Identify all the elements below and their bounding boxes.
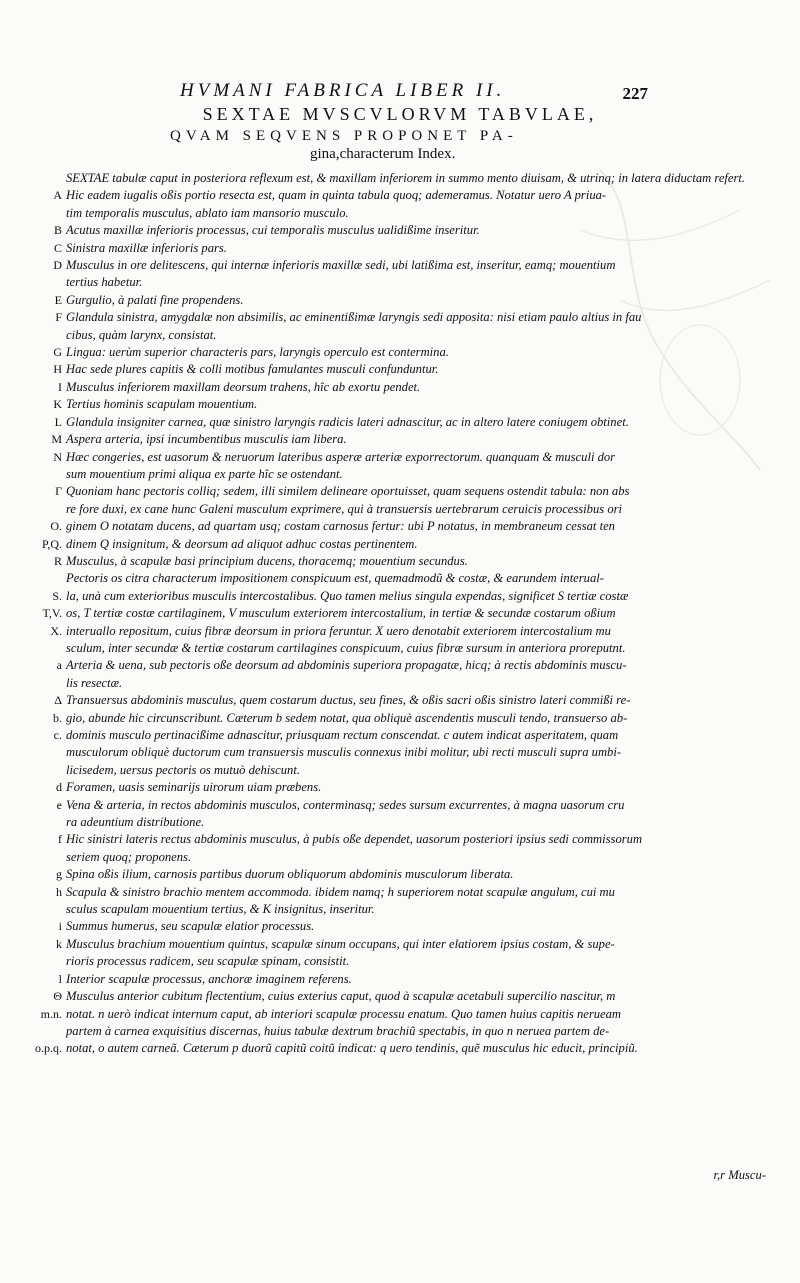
character-index [28,170,768,1058]
index-entry [28,1040,768,1057]
entry-text: Hæc congeries, est uasorum & neruorum lateribus asperæ arteriæ exporrectorum. quanquam & musculi dor [66,449,616,464]
entry-text: notat, o autem carneã. Cæterum p duorũ capitũ coitũ indicat: q uero tendinis, quẽ musculus hic educit, principiũ. [66,1041,638,1056]
index-entry [28,327,768,344]
entry-text: dinem Q insignitum, & deorsum ad aliquot adhuc costas pertinentem. [66,536,418,551]
table-title: SEXTAE MVSCVLORVM TABVLAE, [202,104,598,124]
index-entry [28,971,768,988]
entry-key: M [51,432,62,447]
index-entry [28,623,768,640]
entry-text: ginem O notatam ducens, ad quartam usq; costam carnosus fertur: ubi P notatus, in membraneum cessat ten [66,519,615,534]
entry-text: Quoniam hanc pectoris colliq; sedem, illi similem delineare oportuisset, quam sequens ostendit tabula: non abs [66,484,630,499]
index-entry [28,866,768,883]
entry-text: Musculus brachium mouentium quintus, scapulæ sinum occupans, qui inter elatiorem ipsius costam, & supe- [66,936,615,951]
index-entry [28,953,768,970]
index-entry [28,170,768,187]
index-entry [28,222,768,239]
entry-key: B [53,223,62,238]
entry-text: sculum, inter secundæ & tertiæ costarum cartilagines conspicuum, cuius fibræ sursum in anteriora proreputnt. [66,640,626,655]
entry-key: e [56,797,62,812]
entry-text: Scapula & sinistro brachio mentem accommoda. ibidem namq; h superiorem notat scapulæ angulum, cui mu [66,884,615,899]
entry-text: re fore duxi, ex cane hunc Galeni musculum exprimere, qui à transuersis uertebrarum ceruicis processibus ori [66,501,623,516]
entry-key: H [53,362,62,377]
index-entry [28,849,768,866]
entry-key: L [54,414,62,429]
entry-text: seriem quoq; proponens. [66,849,192,864]
index-entry [28,605,768,622]
entry-key: D [53,258,62,273]
entry-key: Δ [54,693,62,708]
entry-key: F [55,310,62,325]
entry-text: Acutus maxillæ inferioris processus, cui temporalis musculus ualidißime inseritur. [66,223,480,238]
entry-text: sculus scapulam mouentium tertius, & K insignitus, inseritur. [66,902,375,917]
entry-text: Aspera arteria, ipsi incumbentibus musculis iam libera. [66,432,347,447]
page-number: 227 [622,84,648,103]
entry-key: A [53,188,62,203]
entry-text: os, T tertiæ costæ cartilaginem, V musculum exteriorem intercostalium, in tertiæ & secundæ costarum oßium [66,606,616,621]
index-entry [28,901,768,918]
entry-text: Summus humerus, seu scapulæ elatior processus. [66,919,315,934]
index-entry [28,727,768,744]
entry-text: dominis musculo pertinacißime adnascitur, priusquam rectum conscendat. c autem indicat asperitatem, quam [66,728,619,742]
index-entry [28,1006,768,1023]
entry-text: Spina oßis ilium, carnosis partibus duorum obliquorum abdominis musculorum liberata. [66,867,514,882]
page-header [140,80,660,102]
index-entry [28,988,768,1005]
entry-text: musculorum obliquè ductorum cum transuersis musculis connexus inibi molitur, ubi recti musculi supra umbi- [66,745,622,760]
entry-text: sum mouentium primi aliqua ex parte hîc se ostendant. [66,466,343,481]
index-entry [28,553,768,570]
index-entry [28,396,768,413]
entry-text: Foramen, uasis seminarijs uirorum uiam præbens. [66,780,322,795]
entry-key: P,Q. [41,536,62,551]
index-entry [28,483,768,500]
index-entry [28,257,768,274]
entry-key: g [56,867,62,882]
index-entry [28,344,768,361]
index-entry [28,570,768,587]
entry-text: la, unà cum exterioribus musculis intercostalibus. Quo tamen melius singula expendas, significet S tertiæ costæ [66,588,629,603]
entry-text: Musculus, à scapulæ basi principium ducens, thoracemq; mouentium secundus. [66,553,468,568]
entry-key: K [53,397,62,412]
entry-key: R [53,553,62,568]
index-entry [28,588,768,605]
entry-key: T,V. [42,606,62,621]
entry-key: k [56,936,62,951]
entry-text: licisedem, uersus pectoris os mutuò dehiscunt. [66,762,301,777]
entry-text: Tertius hominis scapulam mouentium. [66,397,258,412]
index-entry [28,379,768,396]
entry-key: Θ [53,989,62,1004]
index-entry [28,779,768,796]
entry-key: o.p.q. [35,1041,62,1056]
index-entry [28,884,768,901]
entry-key: I [58,379,62,394]
entry-text: Interior scapulæ processus, anchoræ imaginem referens. [66,971,352,986]
index-entry [28,309,768,326]
index-entry [28,657,768,674]
index-entry [28,918,768,935]
entry-text: Lingua: uerùm superior characteris pars, laryngis operculo est contermina. [66,345,449,360]
entry-text: Glandula insigniter carnea, quæ sinistro laryngis radicis lateri adnascitur, ac in altero latere coniugem obtinet. [66,414,629,429]
entry-text: gio, abunde hic circunscribunt. Cæterum b sedem notat, qua obliquè ascendentis musculi tendo, transuerso ab- [66,710,628,725]
entry-key: f [58,832,62,847]
entry-text: Glandula sinistra, amygdalæ non absimilis, ac eminentißimæ laryngis sedi apposita: nisi etiam paulo altius in fau [66,310,642,325]
index-entry [28,1023,768,1040]
entry-key: X. [50,623,62,638]
index-entry [28,814,768,831]
entry-text: Hac sede plures capitis & colli motibus famulantes musculi confunduntur. [66,362,439,377]
index-entry [28,762,768,779]
entry-key: C [53,240,62,255]
index-entry [28,466,768,483]
index-entry [28,205,768,222]
entry-text: Vena & arteria, in rectos abdominis musculos, conterminasq; sedes sursum excurrentes, à magna uasorum cru [66,797,625,812]
catchword: r,r Muscu- [713,1168,766,1182]
entry-text: partem à carnea exquisitius discernas, huius tabulæ dextrum brachiũ spectabis, in quo n neruea partem de- [66,1023,610,1038]
index-entry [28,936,768,953]
entry-text: SEXTAE tabulæ caput in posteriora reflexum est, & maxillam inferiorem in summo mento diuisam, & utrinq; in latera diductam refert. [66,171,746,185]
entry-key: l [58,971,62,986]
entry-key: h [56,884,62,899]
entry-text: Musculus anterior cubitum flectentium, cuius exterius caput, quod à scapulæ acetabuli supercilio nascitur, m [66,989,616,1004]
entry-text: Hic sinistri lateris rectus abdominis musculus, à pubis oße dependet, uasorum posteriori ipsius sedi commissorum [66,832,643,847]
index-entry [28,640,768,657]
index-entry [28,831,768,848]
entry-key: c. [53,728,62,742]
index-entry [28,292,768,309]
index-entry [28,536,768,553]
index-entry [28,692,768,709]
entry-text: Gurgulio, à palati fine propendens. [66,292,244,307]
entry-key: Γ [55,484,62,499]
entry-text: Hic eadem iugalis oßis portio resecta est, quam in quinta tabula quoq; ademeramus. Notatur uero A priua- [66,188,607,203]
entry-key: a [56,658,62,673]
entry-key: m.n. [40,1006,62,1021]
entry-text: Musculus in ore delitescens, qui internæ inferioris maxillæ sedi, ubi latißima est, inseritur, eamq; mouentium [66,258,616,273]
index-entry [28,431,768,448]
entry-text: Musculus inferiorem maxillam deorsum trahens, hîc ab exortu pendet. [66,379,421,394]
entry-key: b. [53,710,62,725]
index-entry [28,675,768,692]
table-subtitle-continued: gina,characterum Index. [310,146,456,162]
entry-text: cibus, quàm larynx, consistat. [66,327,217,342]
table-subtitle: QVAM SEQVENS PROPONET PA- [170,128,518,144]
index-entry [28,744,768,761]
entry-text: tim temporalis musculus, ablato iam mansorio musculo. [66,205,349,220]
index-entry [28,274,768,291]
index-entry [28,710,768,727]
entry-text: Sinistra maxillæ inferioris pars. [66,240,227,255]
entry-text: Transuersus abdominis musculus, quem costarum ductus, seu fines, & oßis sacri oßis sinistro lateri commißi re- [66,693,631,708]
index-entry [28,449,768,466]
entry-text: notat. n uerò indicat internum caput, ab interiori scapulæ processu enatum. Quo tamen huius capitis nerueam [66,1006,622,1021]
entry-text: Arteria & uena, sub pectoris oße deorsum ad abdominis superiora propagatæ, hicq; à rectis abdominis muscu- [66,658,627,673]
entry-text: ra adeuntium distributione. [66,815,205,830]
entry-text: rioris processus radicem, seu scapulæ spinam, consistit. [66,954,350,969]
entry-text: Pectoris os citra characterum impositionem conspicuum est, quemadmodũ & costæ, & earundem interual- [66,571,604,586]
entry-text: tertius habetur. [66,275,143,290]
entry-key: d [56,780,62,795]
entry-key: S. [52,588,62,603]
entry-key: O. [50,519,62,534]
entry-key: E [54,292,62,307]
index-entry [28,240,768,257]
index-entry [28,187,768,204]
entry-key: G [53,345,62,360]
index-entry [28,361,768,378]
running-head: HVMANI FABRICA LIBER II. [180,80,506,101]
index-entry [28,518,768,535]
entry-key: N [53,449,62,464]
entry-text: lis resectæ. [66,675,123,690]
index-entry [28,797,768,814]
entry-key: i [58,919,62,934]
entry-text: interuallo repositum, cuius fibræ deorsum in priora feruntur. X uero denotabit exteriorem intercostalium mu [66,623,611,638]
index-entry [28,501,768,518]
index-entry [28,414,768,431]
